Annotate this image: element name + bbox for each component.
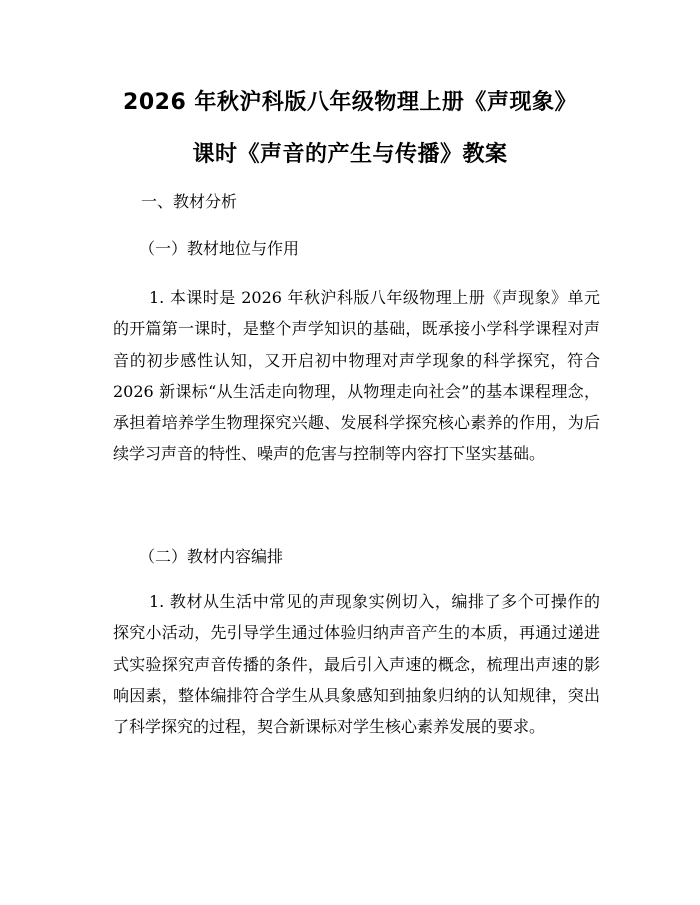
subsection-heading-content-arrangement: （二）教材内容编排 — [139, 547, 284, 566]
document-title-line-1: 2026 年秋沪科版八年级物理上册《声现象》 — [123, 90, 577, 115]
section-heading-textbook-analysis: 一、教材分析 — [141, 192, 238, 211]
paragraph-content-arrangement: 1. 教材从生活中常见的声现象实例切入，编排了多个可操作的探究小活动，先引导学生通过体验归纳声音产生的本质，再通过递进式实验探究声音传播的条件，最后引入声速的概念，梳理出声速的影响因素，整体编排符合学生从具象感知到抽象归纳的认知规律，突出了科学探究的过程，契合新课标对学生核心素养发展的要求。 — [113, 592, 600, 737]
subsection-heading-status-and-role: （一）教材地位与作用 — [139, 239, 300, 258]
document-title-line-2: 课时《声音的产生与传播》教案 — [192, 142, 508, 167]
paragraph-status-and-role: 1. 本课时是 2026 年秋沪科版八年级物理上册《声现象》单元的开篇第一课时，是整个声学知识的基础，既承接小学科学课程对声音的初步感性认知，又开启初中物理对声学现象的科学探究，符合 2026 新课标“从生活走向物理，从物理走向社会”的基本课程理念，承担着培养学生物理探究兴趣、发展科学探究核心素养的作用，为后续学习声音的特性、噪声的危害与控制等内容打下坚实基础。 — [113, 288, 600, 464]
